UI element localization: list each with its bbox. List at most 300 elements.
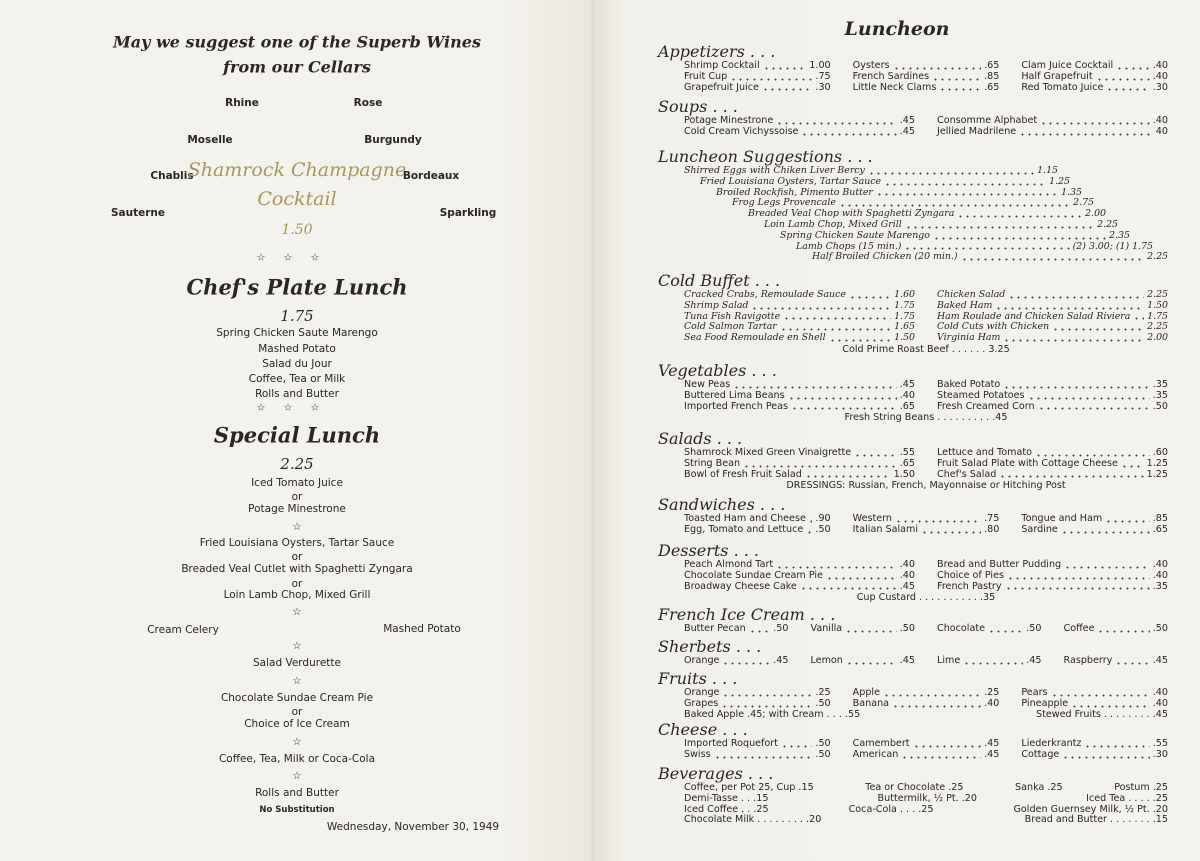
item-price: .25 — [815, 687, 831, 698]
item-column — [1021, 688, 1168, 710]
menu-line: ☆ — [292, 606, 302, 618]
dot-leader — [751, 301, 891, 310]
item-price: 1.25 — [1146, 457, 1168, 469]
item-price: .45 — [984, 748, 1000, 760]
dot-leader — [846, 656, 897, 665]
dot-leader — [1133, 312, 1144, 321]
item-price: .40 — [1152, 70, 1169, 82]
menu-item: Coca-Cola . . . .25 — [848, 803, 934, 815]
item-column — [1021, 61, 1168, 93]
item-name: Egg, Tomato and Lettuce — [684, 523, 804, 535]
menu-line: Coffee, Tea, Milk or Coca-Cola — [218, 753, 376, 765]
menu-item: Iced Coffee . . .25 — [684, 803, 769, 815]
dot-leader — [1019, 127, 1153, 136]
item-column — [1021, 514, 1168, 536]
item-price: 2.35 — [1109, 229, 1130, 241]
item-name: Potage Minestrone — [684, 115, 774, 126]
item-name: Swiss — [684, 748, 711, 760]
menu-section — [658, 43, 1168, 93]
item-column — [684, 624, 789, 635]
item-price: .45 — [899, 125, 915, 137]
dot-leader — [776, 560, 897, 569]
item-price: 1.50 — [894, 332, 915, 344]
item-name: Chocolate Sundae Cream Pie — [684, 569, 823, 581]
menu-item: Chocolate Milk . . . . . . . . .20 — [684, 814, 822, 826]
item-columns — [658, 380, 1168, 412]
item-price: 2.00 — [1085, 208, 1106, 220]
item-name: Little Neck Clams — [852, 81, 937, 93]
menu-item — [658, 252, 1168, 263]
menu-item — [658, 188, 1082, 199]
item-name: Imported French Peas — [684, 400, 789, 412]
item-price: .50 — [815, 523, 831, 535]
item-price: 40 — [1155, 125, 1168, 137]
menu-item: Iced Tea . . . . .25 — [1086, 792, 1168, 804]
item-name: Choice of Pies — [937, 569, 1004, 581]
dot-leader — [780, 322, 891, 331]
menu-item — [853, 699, 1000, 710]
wine-name: Rose — [353, 97, 383, 109]
dot-leader — [892, 699, 981, 708]
menu-item — [684, 750, 831, 761]
item-column — [937, 290, 1168, 344]
dot-leader — [1038, 402, 1150, 411]
centered-item: DRESSINGS: Russian, French, Mayonnaise or Hitching Post — [786, 480, 1066, 492]
dot-leader — [849, 290, 891, 299]
menu-item — [853, 750, 1000, 761]
luncheon-title: Luncheon — [844, 18, 950, 40]
menu-item — [937, 301, 1168, 312]
menu-item — [1064, 624, 1169, 635]
dot-leader — [826, 571, 897, 580]
side-item: Mashed Potato — [383, 623, 461, 635]
dot-leader — [988, 624, 1023, 633]
item-price: 1.60 — [894, 289, 915, 300]
dot-leader — [904, 242, 1069, 251]
menu-item — [684, 72, 831, 83]
wine-name: Moselle — [187, 134, 233, 146]
menu-line: ☆ — [292, 736, 302, 748]
menu-line: Rolls and Butter — [255, 787, 339, 799]
item-name: Clam Juice Cocktail — [1021, 60, 1114, 71]
item-price: .40 — [1152, 697, 1169, 709]
item-name: Virginia Ham — [937, 332, 1001, 344]
menu-line — [658, 710, 1168, 721]
dot-leader — [722, 656, 770, 665]
item-price: .55 — [899, 447, 915, 458]
menu-line: Coffee, Tea or Milk — [248, 373, 346, 385]
item-price: .35 — [1152, 379, 1168, 390]
item-columns — [658, 688, 1168, 710]
dot-leader — [921, 525, 981, 534]
item-name: String Bean — [684, 457, 741, 469]
menu-line: Salad du Jour — [262, 358, 332, 370]
item-price: .40 — [984, 697, 1000, 709]
item-price: .45 — [1026, 655, 1042, 666]
item-price: .40 — [899, 559, 915, 570]
dot-leader — [893, 61, 982, 70]
item-name: Toasted Ham and Cheese — [684, 513, 806, 524]
item-name: Cold Cream Vichyssoise — [684, 125, 799, 137]
item-columns — [658, 61, 1168, 93]
item-price: .85 — [1152, 513, 1169, 524]
menu-section — [658, 721, 1168, 761]
item-price: .45 — [899, 580, 915, 592]
item-name: Broiled Rockfish, Pimento Butter — [716, 186, 873, 198]
item-price: .50 — [1026, 623, 1042, 634]
dot-leader — [722, 688, 812, 697]
menu-item — [937, 459, 1168, 470]
item-column — [684, 656, 789, 667]
item-name: Grapes — [684, 697, 719, 709]
item-column — [684, 688, 831, 710]
menu-item — [684, 582, 915, 593]
item-name: Orange — [684, 687, 720, 698]
dot-leader — [913, 739, 982, 748]
dot-leader — [901, 750, 981, 759]
item-price: .50 — [815, 748, 831, 760]
dot-leader — [963, 656, 1023, 665]
item-price: 2.25 — [1097, 218, 1118, 230]
item-column — [937, 624, 1042, 635]
dot-leader — [1105, 514, 1150, 523]
menu-item — [684, 525, 831, 536]
item-price: .40 — [1152, 115, 1168, 126]
menu-line: Breaded Veal Cutlet with Spaghetti Zyngara — [181, 563, 413, 575]
section-heading: French Ice Cream . . . — [658, 605, 836, 624]
item-name: Shrimp Cocktail — [684, 60, 760, 71]
item-name: Cold Salmon Tartar — [684, 321, 777, 333]
dot-leader — [895, 514, 981, 523]
item-price: .40 — [1152, 687, 1169, 698]
item-columns — [658, 624, 1168, 635]
item-column — [684, 290, 915, 344]
item-price: .65 — [899, 457, 915, 469]
menu-item — [811, 624, 916, 635]
dot-leader — [714, 750, 813, 759]
dot-leader — [763, 61, 807, 70]
special-lunch-price: 2.25 — [280, 455, 314, 473]
item-price: .45 — [773, 655, 789, 666]
item-column — [684, 448, 915, 480]
menu-item — [1021, 72, 1168, 83]
item-column — [937, 656, 1042, 667]
cocktail-name: Cocktail — [257, 188, 337, 210]
item-name: Cracked Crabs, Remoulade Sauce — [684, 289, 846, 300]
dot-leader — [776, 116, 896, 125]
menu-line: or — [291, 551, 303, 563]
star-divider: ☆☆☆ — [256, 252, 338, 264]
item-name: Western — [852, 513, 893, 524]
item-column — [937, 560, 1168, 592]
section-heading: Desserts . . . — [658, 541, 759, 560]
centered-item: Cold Prime Roast Beef . . . . . . 3.25 — [842, 343, 1010, 355]
menu-item — [684, 470, 915, 481]
menu-item — [658, 231, 1130, 242]
dot-leader — [999, 470, 1143, 479]
menu-line — [658, 794, 1168, 805]
menu-section — [658, 362, 1168, 423]
menu-item — [937, 582, 1168, 593]
item-name: French Sardines — [852, 70, 930, 82]
item-name: Half Broiled Chicken (20 min.) — [812, 251, 958, 263]
item-name: French Pastry — [937, 580, 1002, 592]
dot-leader — [883, 688, 981, 697]
item-price: .65 — [984, 81, 1000, 93]
menu-item — [937, 656, 1042, 667]
item-column — [937, 448, 1168, 480]
item-price: .30 — [1152, 81, 1169, 93]
dot-leader — [957, 209, 1082, 218]
dot-leader — [1040, 116, 1150, 125]
item-column — [811, 624, 916, 635]
centered-item: Cup Custard . . . . . . . . . . .35 — [856, 592, 996, 604]
item-name: Apple — [852, 687, 880, 698]
cocktail-name: Shamrock Champagne — [187, 159, 407, 181]
dot-leader — [1096, 72, 1150, 81]
item-price: .65 — [899, 400, 915, 412]
item-price: .55 — [1152, 738, 1169, 749]
item-price: .45 — [1152, 655, 1168, 666]
item-price: 1.75 — [894, 299, 915, 311]
menu-line: or — [291, 706, 303, 718]
menu-item — [937, 470, 1168, 481]
item-price: .45 — [984, 738, 1000, 749]
item-price: .40 — [899, 569, 915, 581]
menu-section — [658, 98, 1168, 138]
dot-leader — [1097, 624, 1149, 633]
dot-leader — [905, 220, 1094, 229]
menu-item — [853, 83, 1000, 94]
wine-name: Bordeaux — [402, 170, 460, 182]
dot-leader — [1003, 380, 1149, 389]
menu-item — [684, 391, 915, 402]
item-name: Chicken Salad — [937, 289, 1006, 300]
item-name: Vanilla — [810, 623, 843, 634]
menu-item — [1021, 83, 1168, 94]
dot-leader — [1061, 525, 1150, 534]
dot-leader — [868, 166, 1034, 175]
dot-leader — [1116, 61, 1150, 70]
menu-item — [684, 402, 915, 413]
chefs-plate-price: 1.75 — [280, 307, 314, 325]
item-name: Lime — [937, 655, 961, 666]
menu-section — [658, 638, 1168, 667]
item-price: .30 — [815, 81, 831, 93]
section-heading: Cheese . . . — [658, 720, 748, 739]
menu-section — [658, 148, 1168, 263]
item-columns — [658, 560, 1168, 592]
item-price: 1.25 — [1146, 468, 1168, 480]
menu-item — [937, 402, 1168, 413]
item-price: .45 — [899, 655, 915, 666]
item-price: .35 — [1152, 389, 1168, 401]
item-name: Ham Roulade and Chicken Salad Riviera — [937, 310, 1131, 322]
item-name: Pineapple — [1021, 697, 1069, 709]
dot-leader — [932, 72, 981, 81]
dot-leader — [1115, 656, 1149, 665]
item-name: Chocolate — [937, 623, 986, 634]
item-name: Fried Louisiana Oysters, Tartar Sauce — [700, 175, 882, 187]
dot-leader — [1084, 739, 1149, 748]
menu-section — [658, 606, 1168, 635]
dot-leader — [781, 739, 812, 748]
item-name: Italian Salami — [852, 523, 919, 535]
dot-leader — [733, 380, 897, 389]
item-name: Chef's Salad — [937, 468, 997, 480]
menu-item — [684, 699, 831, 710]
item-column — [811, 656, 916, 667]
dot-leader — [995, 301, 1144, 310]
item-columns — [658, 514, 1168, 536]
item-name: Broadway Cheese Cake — [684, 580, 797, 592]
item-column — [853, 688, 1000, 710]
section-heading: Fruits . . . — [658, 669, 738, 688]
menu-item — [684, 127, 915, 138]
item-column — [684, 560, 915, 592]
item-price: .50 — [815, 697, 831, 709]
item-name: Half Grapefruit — [1021, 70, 1093, 82]
dot-leader — [1008, 290, 1144, 299]
menu-item: Stewed Fruits . . . . . . . . .45 — [1035, 708, 1168, 720]
item-name: Raspberry — [1063, 655, 1113, 666]
item-price: .50 — [815, 738, 831, 749]
section-heading: Salads . . . — [658, 429, 743, 448]
dot-leader — [1003, 333, 1144, 342]
item-price: .30 — [1152, 748, 1169, 760]
menu-item — [684, 301, 915, 312]
menu-item: Coffee, per Pot 25, Cup .15 — [684, 782, 814, 793]
item-name: Baked Potato — [937, 379, 1001, 390]
right-page — [594, 0, 1200, 861]
item-column — [684, 380, 915, 412]
dot-leader — [845, 624, 897, 633]
item-name: Shirred Eggs with Chiken Liver Bercy — [684, 165, 865, 176]
item-name: Sardine — [1021, 523, 1058, 535]
item-column — [937, 380, 1168, 412]
dot-leader — [1005, 582, 1150, 591]
item-price: .50 — [1152, 623, 1168, 634]
item-name: Fresh Creamed Corn — [937, 400, 1035, 412]
item-price: 1.50 — [893, 468, 915, 480]
item-name: Shamrock Mixed Green Vinaigrette — [684, 447, 852, 458]
menu-line: Rolls and Butter — [255, 388, 339, 400]
menu-line: or — [291, 491, 303, 503]
dot-leader — [1052, 322, 1144, 331]
item-name: Steamed Potatoes — [937, 389, 1025, 401]
wine-name: Sauterne — [110, 207, 166, 219]
menu-item — [684, 656, 789, 667]
menu-date: Wednesday, November 30, 1949 — [326, 821, 500, 833]
item-name: Imported Roquefort — [684, 738, 779, 749]
item-name: Peach Almond Tart — [684, 559, 774, 570]
item-price: .90 — [815, 513, 831, 524]
dot-leader — [808, 514, 812, 523]
item-price: 2.25 — [1147, 321, 1168, 333]
item-name: Pears — [1021, 687, 1048, 698]
menu-item — [684, 571, 915, 582]
item-price: .40 — [1152, 60, 1169, 71]
section-heading: Soups . . . — [658, 97, 738, 116]
item-price: 1.25 — [1049, 175, 1070, 187]
menu-item — [811, 656, 916, 667]
item-name: Grapefruit Juice — [684, 81, 759, 93]
item-price: 2.25 — [1147, 289, 1168, 300]
menu-item — [684, 83, 831, 94]
menu-item: Baked Apple .45; with Cream . . . .55 — [684, 708, 861, 720]
item-name: Bowl of Fresh Fruit Salad — [684, 468, 802, 480]
item-name: Buttered Lima Beans — [684, 389, 785, 401]
dot-leader — [800, 582, 897, 591]
menu-item — [1064, 656, 1169, 667]
dot-leader — [829, 333, 891, 342]
item-name: Lettuce and Tomato — [937, 447, 1032, 458]
item-price: 1.75 — [1147, 310, 1168, 322]
menu-item — [853, 72, 1000, 83]
item-price: .45 — [899, 379, 915, 390]
menu-line: or — [291, 578, 303, 590]
menu-item — [684, 333, 915, 344]
dot-leader — [721, 699, 812, 708]
star-divider: ☆☆☆ — [256, 402, 338, 414]
item-name: Bread and Butter Pudding — [937, 559, 1062, 570]
menu-section — [658, 542, 1168, 603]
menu-item — [853, 525, 1000, 536]
dot-leader — [884, 177, 1046, 186]
item-price: .25 — [984, 687, 1000, 698]
centered-item: Fresh String Beans . . . . . . . . . .45 — [844, 412, 1008, 424]
section-heading: Cold Buffet . . . — [658, 271, 781, 290]
item-name: Shrimp Salad — [684, 299, 749, 311]
menu-item — [684, 624, 789, 635]
dot-leader — [806, 525, 812, 534]
dot-leader — [730, 72, 812, 81]
menu-section — [658, 765, 1168, 826]
menu-item: Demi-Tasse . . .15 — [684, 792, 769, 804]
item-name: Butter Pecan — [684, 623, 746, 634]
menu-item — [684, 459, 915, 470]
dot-leader — [783, 312, 891, 321]
item-price: .80 — [984, 523, 1000, 535]
item-column — [853, 61, 1000, 93]
chefs-plate-title: Chef's Plate Lunch — [186, 274, 408, 300]
item-name: Orange — [684, 655, 720, 666]
item-column — [684, 514, 831, 536]
item-name: Tongue and Ham — [1021, 513, 1103, 524]
dot-leader — [876, 188, 1058, 197]
special-lunch-title: Special Lunch — [213, 422, 381, 448]
item-price: 1.15 — [1037, 165, 1058, 176]
item-name: Frog Legs Provencale — [732, 197, 836, 209]
menu-line: Salad Verdurette — [253, 657, 341, 669]
menu-item: Buttermilk, ½ Pt. .20 — [877, 792, 977, 804]
item-name: Lamb Chops (15 min.) — [796, 240, 902, 252]
item-price: .50 — [899, 623, 915, 634]
dot-leader — [1007, 571, 1150, 580]
section-heading: Beverages . . . — [658, 764, 774, 783]
item-price: .85 — [984, 70, 1000, 82]
item-price: 2.25 — [1147, 251, 1168, 263]
menu-item — [1021, 750, 1168, 761]
item-price: 2.75 — [1073, 197, 1094, 209]
menu-line — [658, 815, 1168, 826]
staggered-list — [658, 166, 1168, 263]
item-name: Consomme Alphabet — [937, 115, 1038, 126]
item-price: 1.75 — [894, 310, 915, 322]
menu-line: Choice of Ice Cream — [244, 718, 350, 730]
section-heading: Vegetables . . . — [658, 361, 777, 380]
item-price: .75 — [984, 513, 1000, 524]
